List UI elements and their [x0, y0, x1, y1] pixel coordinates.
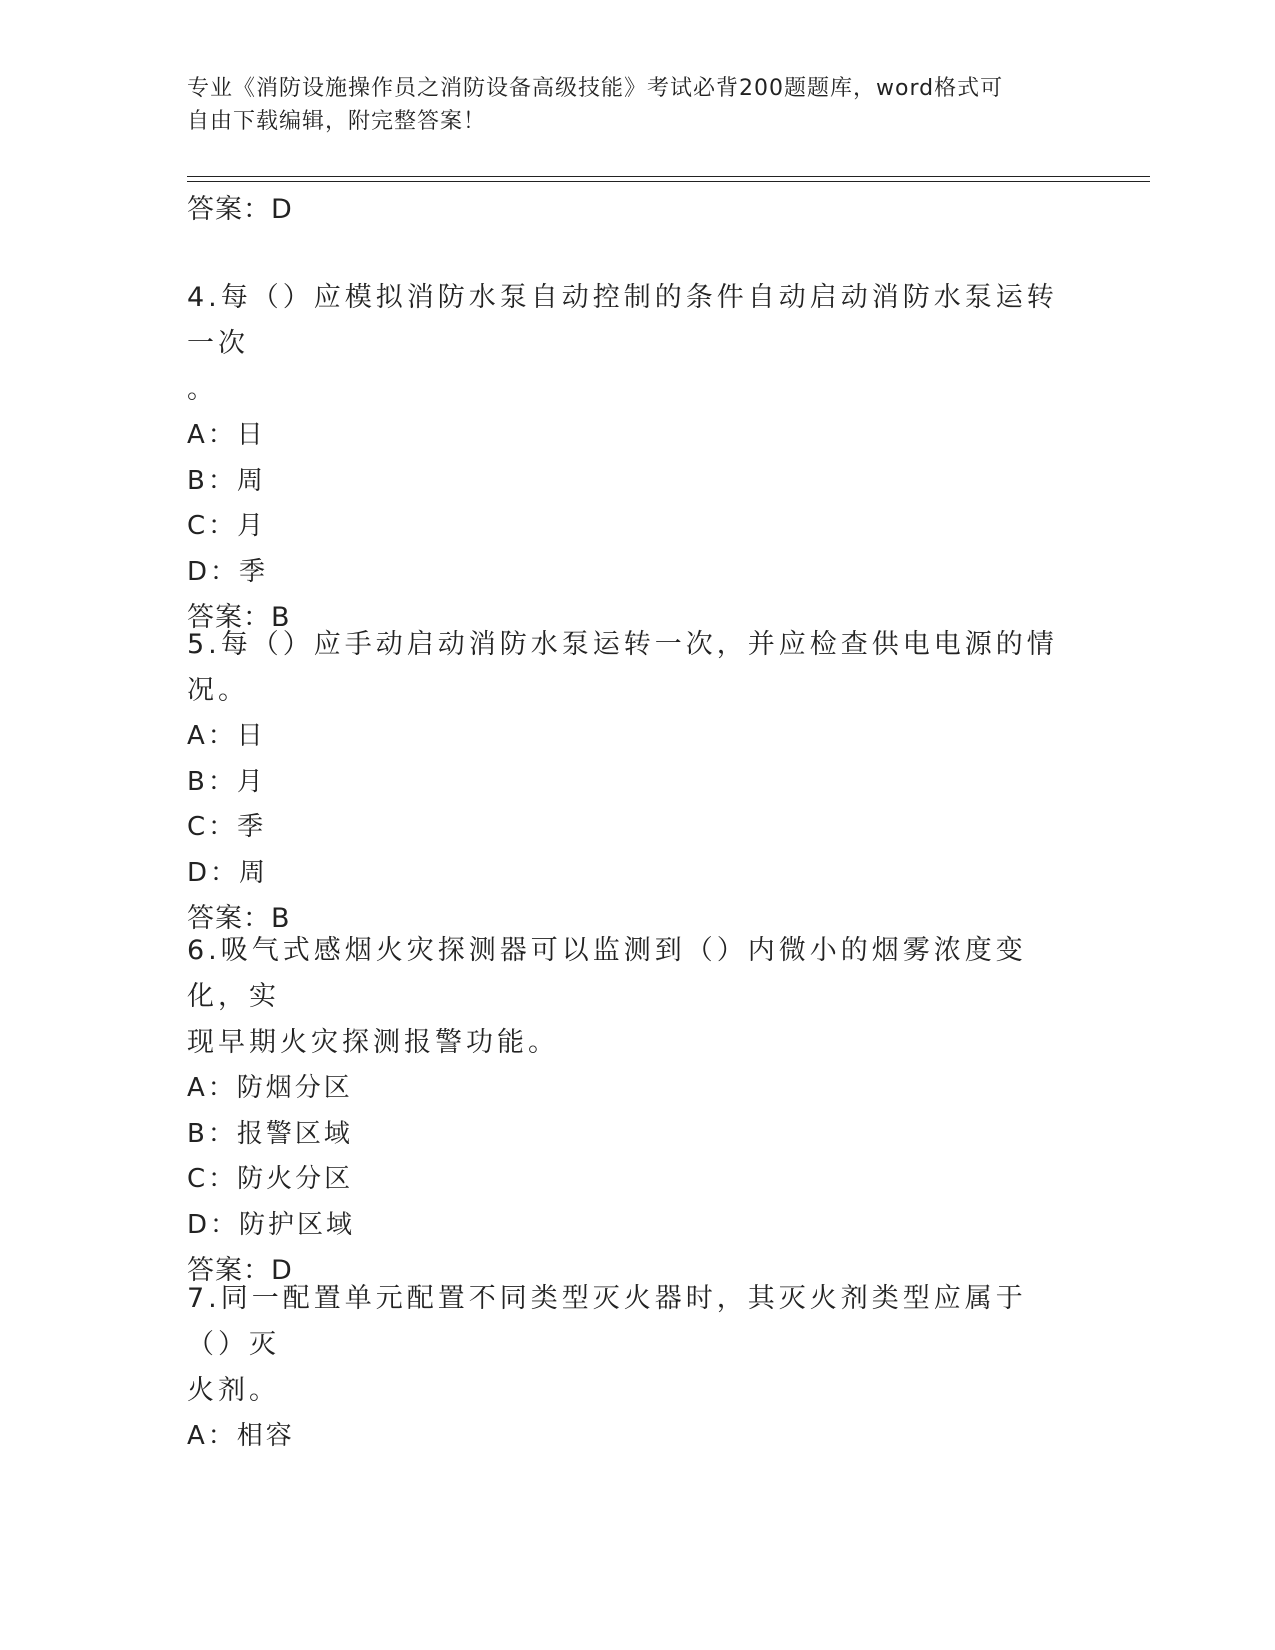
- answer-line: 答案：D: [187, 194, 293, 225]
- question-6: [187, 928, 1067, 1294]
- question-text-line-1: 7.同一配置单元配置不同类型灭火器时，其灭火剂类型应属于（）灭: [187, 1283, 1027, 1360]
- question-text-line-1: 4.每（）应模拟消防水泵自动控制的条件自动启动消防水泵运转一次: [187, 282, 1058, 359]
- header-line-2: 自由下载编辑，附完整答案！: [187, 109, 487, 134]
- question-text-line-2: 火剂。: [187, 1375, 280, 1406]
- header-rule-bottom: [187, 181, 1150, 182]
- header-line-1: 专业《消防设施操作员之消防设备高级技能》考试必背200题题库，word格式可: [187, 76, 1004, 101]
- question-7: [187, 1276, 1067, 1460]
- option-c: C：防火分区: [187, 1164, 354, 1194]
- option-b: B：报警区域: [187, 1118, 353, 1149]
- option-c: C：季: [187, 812, 267, 842]
- option-a: A：相容: [187, 1421, 295, 1451]
- answer-line: 答案：D: [187, 1255, 293, 1286]
- option-d: D：防护区域: [187, 1209, 356, 1240]
- question-5: [187, 622, 1067, 942]
- option-a: A：防烟分区: [187, 1073, 353, 1103]
- option-d: D：周: [187, 857, 269, 888]
- question-text-line-1: 5.每（）应手动启动消防水泵运转一次，并应检查供电电源的情况。: [187, 629, 1058, 706]
- answer-line: 答案：B: [187, 602, 291, 633]
- option-b: B：周: [187, 465, 266, 496]
- question-text-line-2: 现早期火灾探测报警功能。: [187, 1027, 559, 1058]
- question-text-line-1: 6.吸气式感烟火灾探测器可以监测到（）内微小的烟雾浓度变化，实: [187, 935, 1027, 1012]
- question-text-line-2: 。: [187, 374, 218, 405]
- question-4: [187, 275, 1067, 641]
- carry-answer-block: [187, 187, 1067, 233]
- option-a: A：日: [187, 420, 266, 450]
- option-b: B：月: [187, 766, 266, 797]
- document-header: [187, 72, 1067, 138]
- option-d: D：季: [187, 556, 269, 587]
- answer-line: 答案：B: [187, 903, 291, 934]
- header-rule-top: [187, 176, 1150, 177]
- option-c: C：月: [187, 511, 267, 541]
- option-a: A：日: [187, 721, 266, 751]
